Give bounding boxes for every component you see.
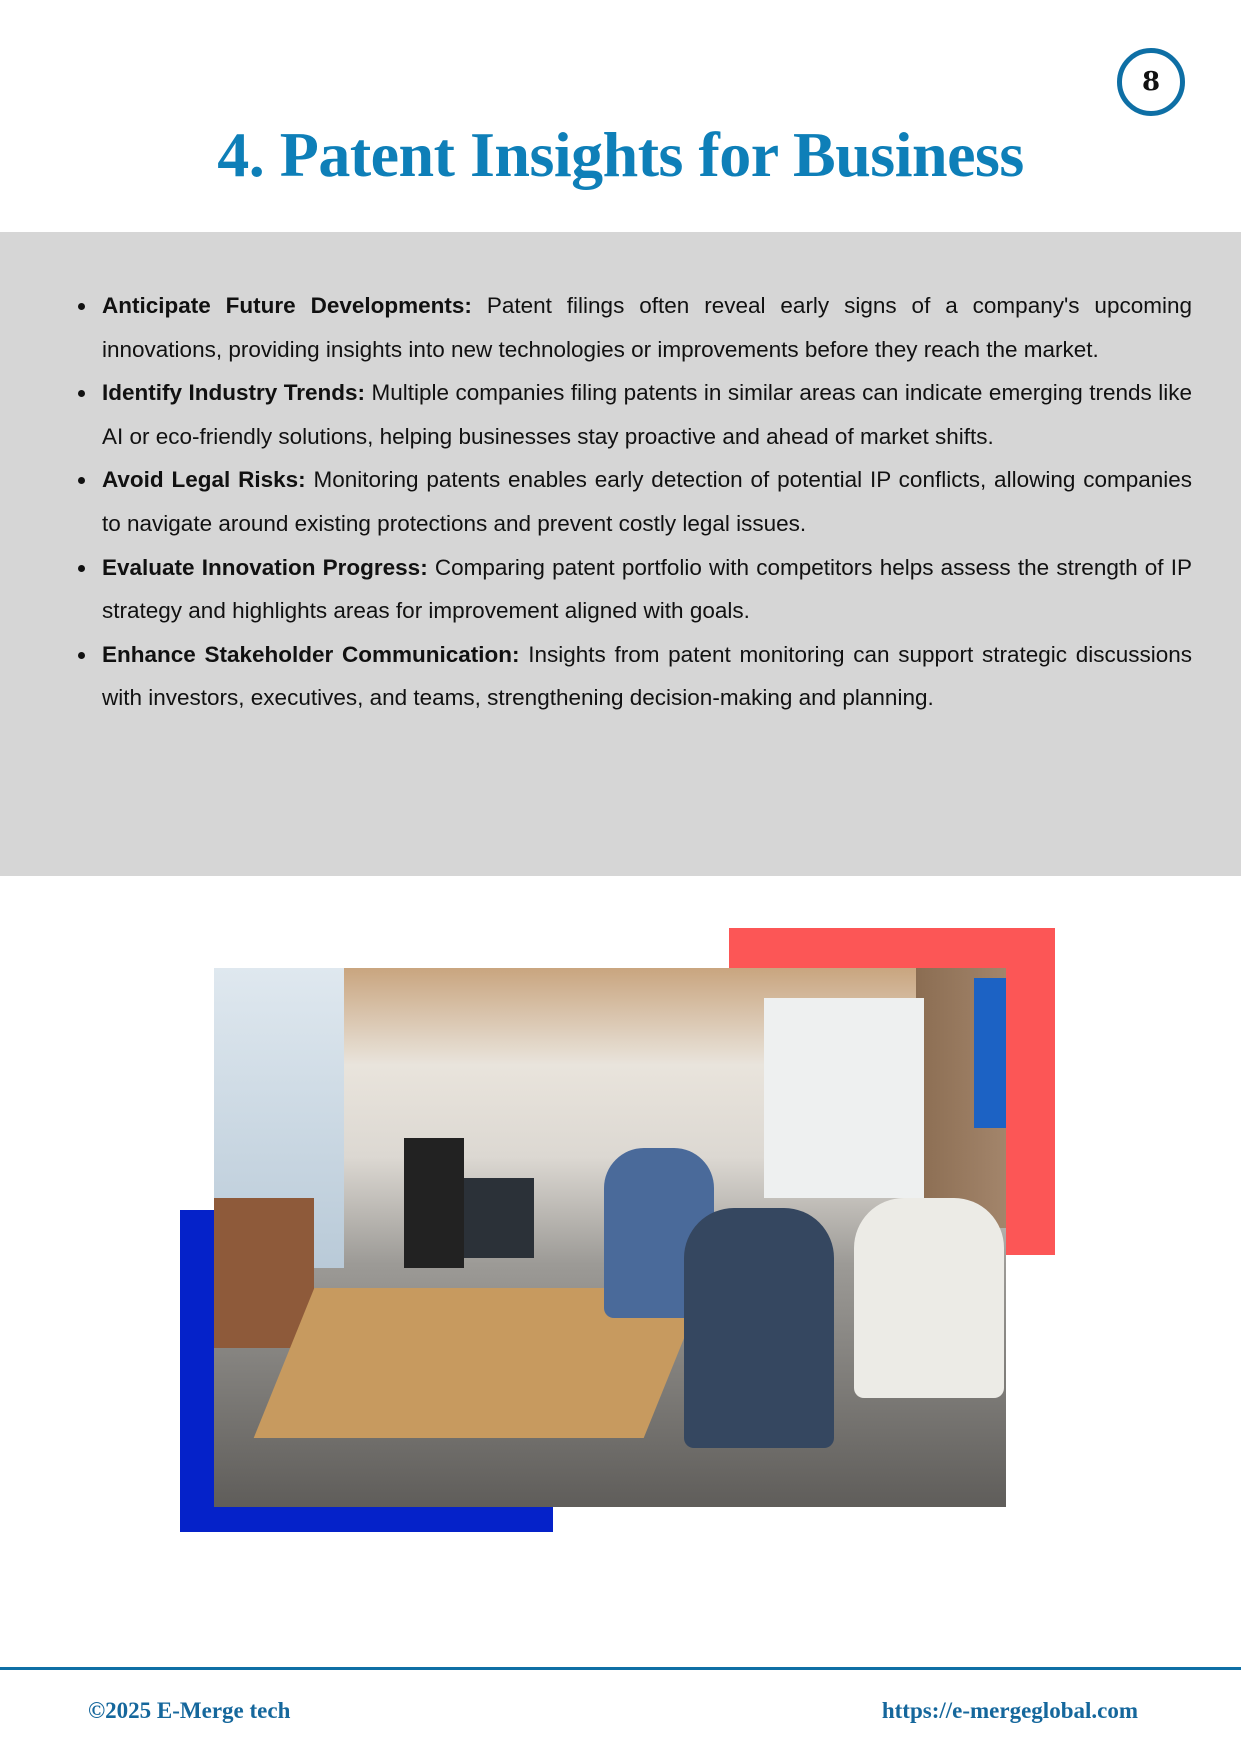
footer-copyright: ©2025 E-Merge tech [88,1698,291,1723]
photo-person [854,1198,1004,1398]
item-heading: Anticipate Future Developments: [102,293,472,318]
insights-list [102,284,1192,720]
page-title: 4. Patent Insights for Business [217,119,1024,190]
item-text: Monitoring patents enables early detection of potential IP conflicts, allowing companies to navigate around existing protections and prevent costly legal issues. [102,467,1193,536]
photo-laptop [464,1178,534,1258]
item-text: Comparing patent portfolio with competitors helps assess the strength of IP strategy and highlights areas for improvement aligned with goals. [102,554,1192,624]
list-item [102,633,1192,720]
photo-blue-sign [974,978,1006,1128]
list-item [102,546,1192,633]
photo-person [684,1208,834,1448]
insights-panel [0,232,1241,876]
item-heading: Enhance Stakeholder Communication: [102,641,520,667]
page-number: 8 [1141,67,1161,97]
item-heading: Evaluate Innovation Progress: [102,554,428,580]
footer-divider [0,1667,1241,1670]
item-text: Patent filings often reveal early signs of a company's upcoming innovations, providing insights into new technologies or improvements before they reach the market. [102,293,1192,362]
photo-monitor [404,1138,464,1268]
photo-whiteboard [764,998,924,1198]
item-heading: Avoid Legal Risks: [102,467,306,493]
item-heading: Identify Industry Trends: [102,380,366,406]
office-team-photo [214,968,1006,1507]
item-text: Insights from patent monitoring can support strategic discussions with investors, executives, and teams, strengthening decision-making and planning. [102,641,1192,711]
list-item [102,458,1192,545]
footer-url-link[interactable]: https://e-mergeglobal.com [881,1698,1138,1723]
list-item [102,371,1192,458]
item-text: Multiple companies filing patents in similar areas can indicate emerging trends like AI or eco-friendly solutions, helping businesses stay proactive and ahead of market shifts. [102,380,1193,449]
page-number-badge [1117,48,1185,116]
list-item [102,284,1192,371]
